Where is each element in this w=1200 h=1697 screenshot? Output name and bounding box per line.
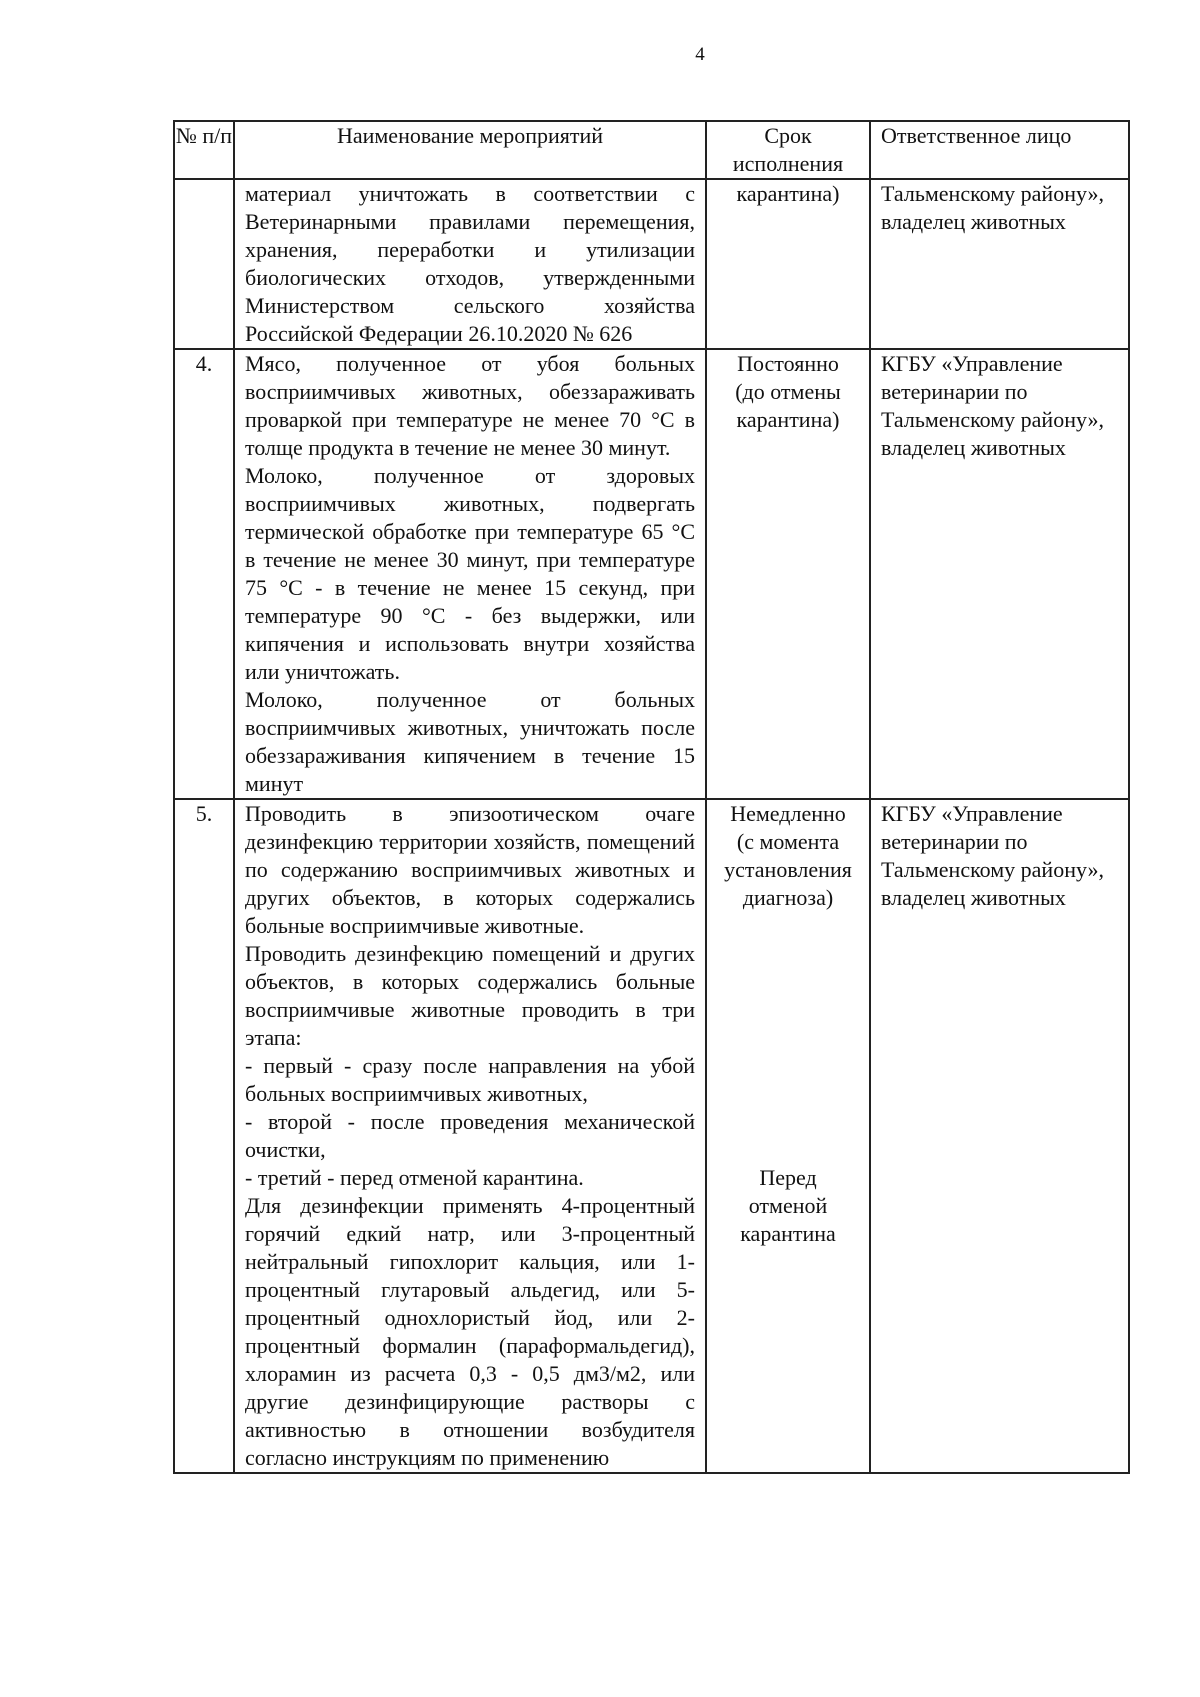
table-row <box>174 799 1129 1473</box>
row-paragraph: Мясо, полученное от убоя больных восприимчивых животных, обеззараживать проваркой при температуре не менее 70 °С в толще продукта в течение не менее 30 минут. <box>245 351 695 460</box>
row-paragraph: - первый - сразу после направления на убой больных восприимчивых животных, <box>245 1053 695 1106</box>
row-number: 4. <box>174 349 234 799</box>
row-paragraph: - третий - перед отменой карантина. <box>245 1165 584 1190</box>
header-name: Наименование мероприятий <box>234 121 706 179</box>
deadline-line: (с момента <box>736 829 840 854</box>
responsible-line: Тальменскому району», <box>881 181 1105 206</box>
measures-table <box>173 120 1130 1474</box>
deadline-spacer <box>707 912 869 1164</box>
row-paragraph: Проводить в эпизоотическом очаге дезинфекцию территории хозяйств, помещений по содержанию восприимчивых животных и других объектов, в которых содержались больные восприимчивые животные. <box>245 801 695 938</box>
responsible-line: владелец животных <box>881 435 1066 460</box>
row-paragraph: Для дезинфекции применять 4-процентный горячий едкий натр, или 3-процентный нейтральный гипохлорит кальция, или 1-процентный глутаровый альдегид, или 5-процентный однохлористый йод, или 2-процентный формалин (параформальдегид), хлорамин из расчета 0,3 - 0,5 дм3/м2, или другие дезинфицирующие растворы с активностью в отношении возбудителя согласно инструкциям по применению <box>245 1193 695 1470</box>
row-paragraph: Молоко, полученное от больных восприимчивых животных, уничтожать после обеззараживания кипячением в течение 15 минут <box>245 687 695 796</box>
deadline-line: (до отмены <box>735 379 841 404</box>
header-num: № п/п <box>174 121 234 179</box>
row-number: 5. <box>174 799 234 1473</box>
row-responsible <box>870 799 1129 1473</box>
header-responsible: Ответственное лицо <box>870 121 1129 179</box>
deadline-line: карантина) <box>736 407 840 432</box>
table-row <box>174 349 1129 799</box>
deadline-line: Постоянно <box>737 351 839 376</box>
responsible-line: владелец животных <box>881 885 1066 910</box>
header-deadline: Срок исполнения <box>706 121 870 179</box>
table-row <box>174 179 1129 349</box>
deadline-line: Немедленно <box>730 801 846 826</box>
row-responsible <box>870 349 1129 799</box>
row-text <box>234 799 706 1473</box>
row-deadline <box>706 349 870 799</box>
row-responsible <box>870 179 1129 349</box>
page-number: 4 <box>695 44 705 65</box>
row-paragraph: Проводить дезинфекцию помещений и других объектов, в которых содержались больные восприимчивые животные проводить в три этапа: <box>245 941 695 1050</box>
row-deadline <box>706 179 870 349</box>
row-number <box>174 179 234 349</box>
deadline-line: карантина <box>740 1221 836 1246</box>
deadline-line: отменой <box>748 1193 828 1218</box>
responsible-line: владелец животных <box>881 209 1066 234</box>
row-text <box>234 349 706 799</box>
table-header-row <box>174 121 1129 179</box>
responsible-line: КГБУ «Управление ветеринарии по Тальменскому району», <box>881 801 1105 882</box>
row-paragraph: Молоко, полученное от здоровых восприимчивых животных, подвергать термической обработке при температуре 65 °С в течение не менее 30 минут, при температуре 75 °С - в течение не менее 15 секунд, при температуре 90 °С - без выдержки, или кипячения и использовать внутри хозяйства или уничтожать. <box>245 463 695 684</box>
row-paragraph: - второй - после проведения механической очистки, <box>245 1109 695 1162</box>
deadline-line: Перед <box>759 1165 817 1190</box>
deadline-line: диагноза) <box>742 885 834 910</box>
row-text <box>234 179 706 349</box>
responsible-line: КГБУ «Управление ветеринарии по Тальменскому району», <box>881 351 1105 432</box>
row-paragraph: материал уничтожать в соответствии с Ветеринарными правилами перемещения, хранения, переработки и утилизации биологических отходов, утвержденными Министерством сельского хозяйства Российской Федерации 26.10.2020 № 626 <box>245 181 695 346</box>
deadline-line: карантина) <box>736 181 840 206</box>
deadline-line: установления <box>724 857 852 882</box>
row-deadline <box>706 799 870 1473</box>
